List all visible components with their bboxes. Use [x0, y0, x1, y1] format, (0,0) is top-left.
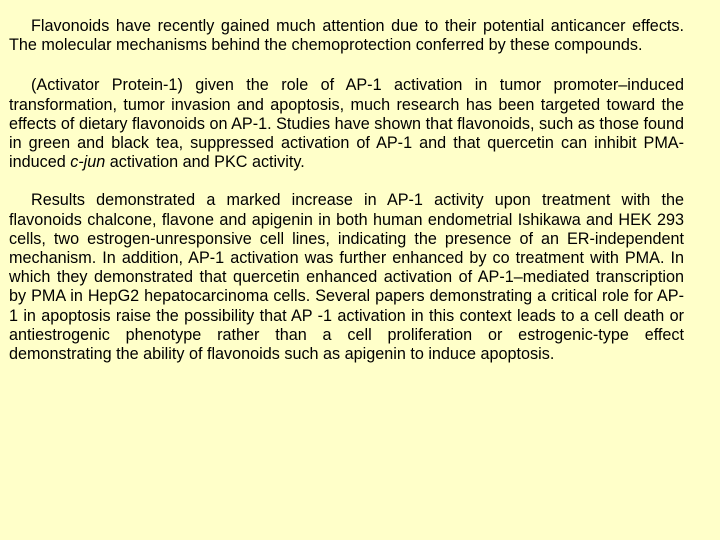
paragraph-ap1-role-text-end: activation and PKC activity. — [105, 153, 305, 172]
paragraph-ap1-role-gene-name: c-jun — [70, 153, 106, 172]
paragraph-ap1-role-text-start: (Activator Protein-1) given the role of AP-1 activation in tumor promoter–induced transformation, tumor invasion and apoptosis, much research has been targeted toward the effects of dietary flavonoids on AP-1. Studies have shown that flavonoids, such as those found in green and black tea, suppressed activation of AP-1 and that quercetin can inhibit PMA-induced — [9, 76, 684, 172]
paragraph-flavonoids-intro: Flavonoids have recently gained much attention due to their potential anticancer effects. The molecular mechanisms behind the chemoprotection conferred by these compounds. — [9, 17, 684, 55]
paragraph-ap1-role — [9, 76, 684, 172]
paragraph-results: Results demonstrated a marked increase in AP-1 activity upon treatment with the flavonoids chalcone, flavone and apigenin in both human endometrial Ishikawa and HEK 293 cells, two estrogen-unresponsive cell lines, indicating the presence of an ER-independent mechanism. In addition, AP-1 activation was further enhanced by co treatment with PMA. In which they demonstrated that quercetin enhanced activation of AP-1–mediated transcription by PMA in HepG2 hepatocarcinoma cells. Several papers demonstrating a critical role for AP-1 in apoptosis raise the possibility that AP -1 activation in this context leads to a cell death or antiestrogenic phenotype rather than a cell proliferation or estrogenic-type effect demonstrating the ability of flavonoids such as apigenin to induce apoptosis. — [9, 191, 684, 364]
